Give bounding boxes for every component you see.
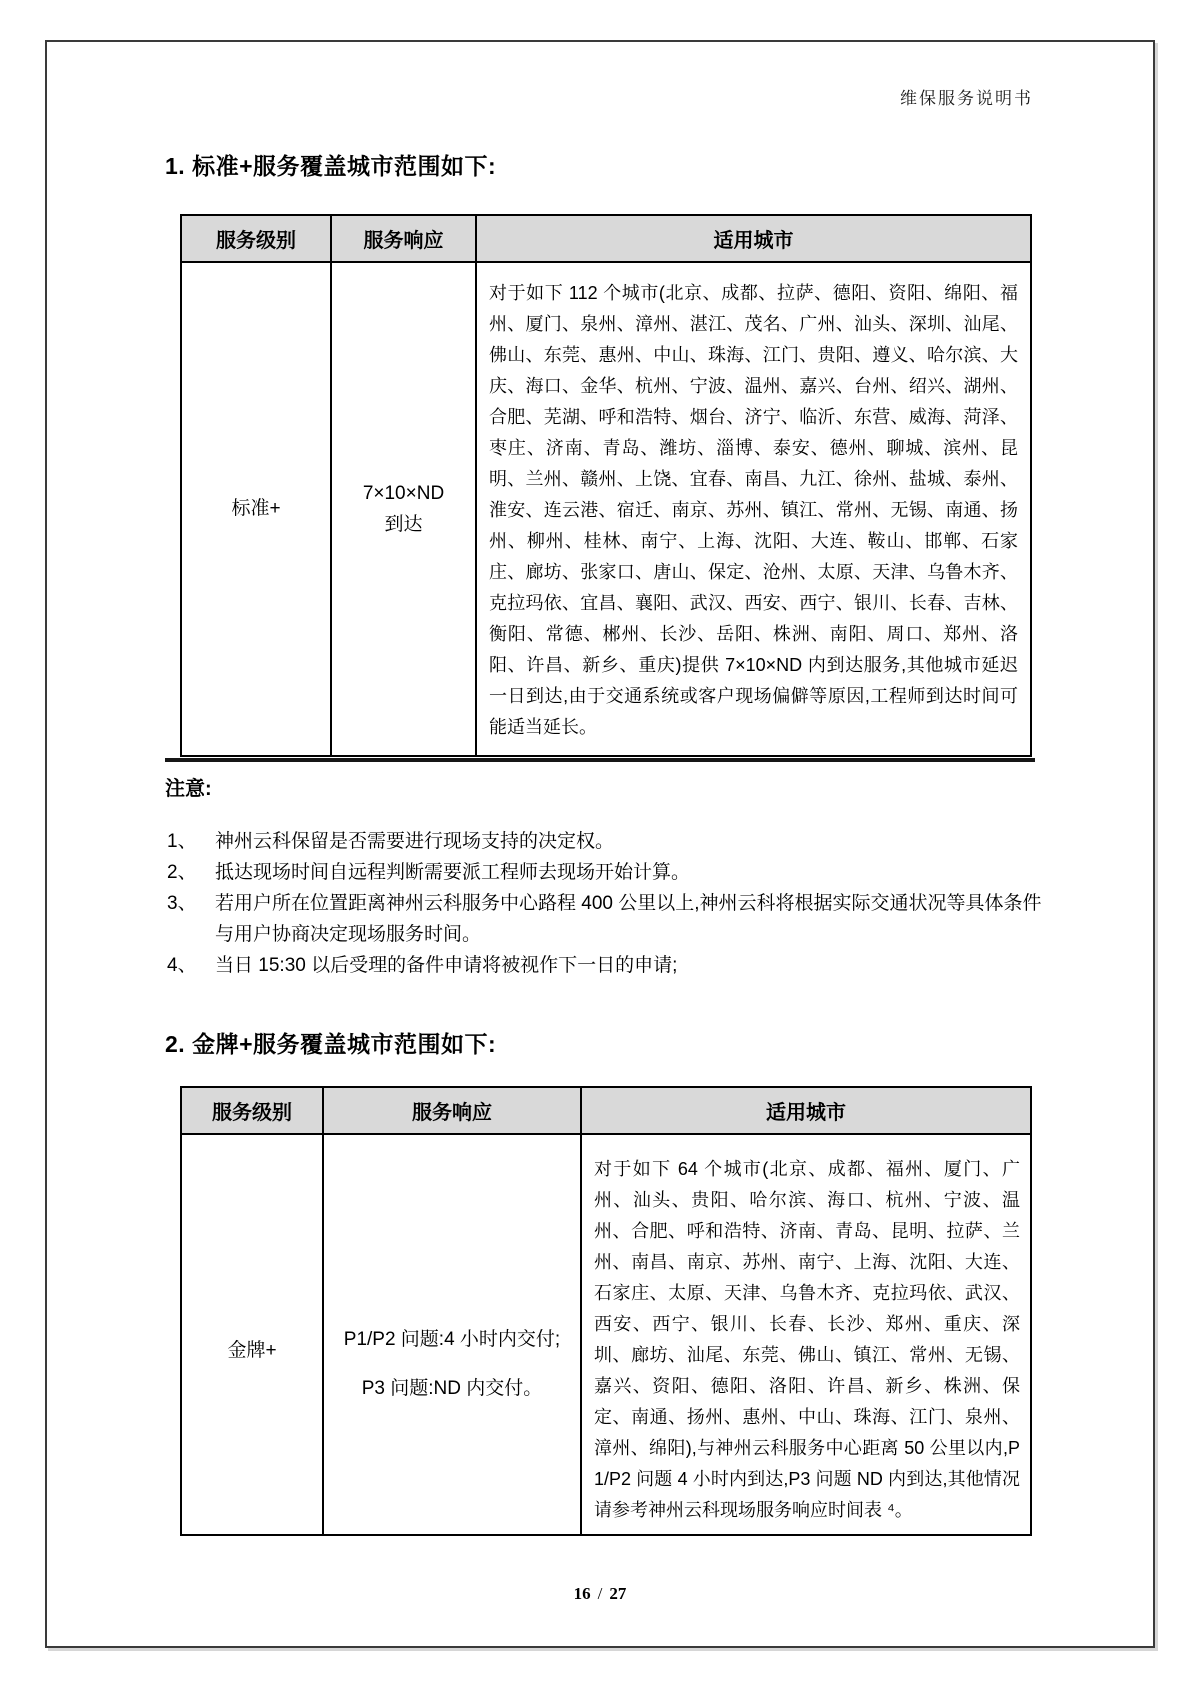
section-1-heading: 1. 标准+服务覆盖城市范围如下: <box>165 153 497 179</box>
table2-header-applicable-cities: 适用城市 <box>581 1087 1031 1134</box>
note-number: 4、 <box>167 955 197 976</box>
note-number: 3、 <box>167 893 197 914</box>
table1-cities-cell: 对于如下 112 个城市(北京、成都、拉萨、德阳、资阳、绵阳、福州、厦门、泉州、漳州、湛江、茂名、广州、汕头、深圳、汕尾、佛山、东莞、惠州、中山、珠海、江门、贵阳、遵义、哈尔滨、大庆、海口、金华、杭州、宁波、温州、嘉兴、台州、绍兴、湖州、合肥、芜湖、呼和浩特、烟台、济宁、临沂、东营、威海、菏泽、枣庄、济南、青岛、潍坊、淄博、泰安、德州、聊城、滨州、昆明、兰州、赣州、上饶、宜春、南昌、九江、徐州、盐城、泰州、淮安、连云港、宿迁、南京、苏州、镇江、常州、无锡、南通、扬州、柳州、桂林、南宁、上海、沈阳、大连、鞍山、邯郸、石家庄、廊坊、张家口、唐山、保定、沧州、太原、天津、乌鲁木齐、克拉玛依、宜昌、襄阳、武汉、西安、西宁、银川、长春、吉林、衡阳、常德、郴州、长沙、岳阳、株洲、南阳、周口、郑州、洛阳、许昌、新乡、重庆)提供 7×10×ND 内到达服务,其他城市延迟一日到达,由于交通系统或客户现场偏僻等原因,工程师到达时间可能适当延长。 <box>476 262 1031 756</box>
note-item-2 <box>167 857 1047 888</box>
table1-service-response-cell <box>331 262 476 756</box>
table1-header-service-response: 服务响应 <box>331 215 476 262</box>
gold-plus-coverage-table <box>180 1086 1032 1536</box>
notice-list <box>167 826 1047 981</box>
response-p1-p2: P1/P2 问题:4 小时内交付; <box>343 1329 561 1350</box>
table2-header-row <box>181 1087 1031 1134</box>
table1-data-row <box>181 262 1031 756</box>
note-text: 若用户所在位置距离神州云科服务中心路程 400 公里以上,神州云科将根据实际交通状况等具体条件与用户协商决定现场服务时间。 <box>215 893 1042 945</box>
table2-service-level-cell: 金牌+ <box>181 1134 323 1535</box>
section-2-heading: 2. 金牌+服务覆盖城市范围如下: <box>165 1031 497 1057</box>
note-number: 1、 <box>167 831 197 852</box>
section-divider-rule <box>165 758 1035 762</box>
page-footer <box>0 1584 1200 1604</box>
note-item-1 <box>167 826 1047 857</box>
table1-header-applicable-cities: 适用城市 <box>476 215 1031 262</box>
note-text: 抵达现场时间自远程判断需要派工程师去现场开始计算。 <box>215 862 691 883</box>
response-p3: P3 问题:ND 内交付。 <box>361 1378 543 1399</box>
table2-header-service-level: 服务级别 <box>181 1087 323 1134</box>
page-number-current: 16 <box>573 1584 591 1603</box>
response-paragraph-gap <box>332 1355 572 1373</box>
table2-header-service-response: 服务响应 <box>323 1087 581 1134</box>
doc-header-title: 维保服务说明书 <box>900 89 1033 108</box>
note-text: 当日 15:30 以后受理的备件申请将被视作下一日的申请; <box>215 955 678 976</box>
table1-header-row <box>181 215 1031 262</box>
note-number: 2、 <box>167 862 197 883</box>
table2-cities-cell: 对于如下 64 个城市(北京、成都、福州、厦门、广州、汕头、贵阳、哈尔滨、海口、杭州、宁波、温州、合肥、呼和浩特、济南、青岛、昆明、拉萨、兰州、南昌、南京、苏州、南宁、上海、沈阳、大连、石家庄、太原、天津、乌鲁木齐、克拉玛依、武汉、西安、西宁、银川、长春、长沙、郑州、重庆、深圳、廊坊、汕尾、东莞、佛山、镇江、常州、无锡、嘉兴、资阳、德阳、洛阳、许昌、新乡、株洲、保定、南通、扬州、惠州、中山、珠海、江门、泉州、漳州、绵阳),与神州云科服务中心距离 50 公里以内,P1/P2 问题 4 小时内到达,P3 问题 ND 内到达,其他情况请参考神州云科现场服务响应时间表 ⁴。 <box>581 1134 1031 1535</box>
note-text: 神州云科保留是否需要进行现场支持的决定权。 <box>215 831 615 852</box>
notice-title: 注意: <box>165 778 212 800</box>
note-item-3 <box>167 888 1047 950</box>
table2-service-response-cell <box>323 1134 581 1535</box>
note-item-4 <box>167 950 1047 981</box>
page-number-total: 27 <box>609 1584 627 1603</box>
table2-data-row <box>181 1134 1031 1535</box>
table1-header-service-level: 服务级别 <box>181 215 331 262</box>
standard-plus-coverage-table <box>180 214 1032 757</box>
response-line-2: 到达 <box>384 514 423 535</box>
page-number-separator: / <box>597 1584 603 1603</box>
response-line-1: 7×10×ND <box>362 483 445 504</box>
table1-service-level-cell: 标准+ <box>181 262 331 756</box>
